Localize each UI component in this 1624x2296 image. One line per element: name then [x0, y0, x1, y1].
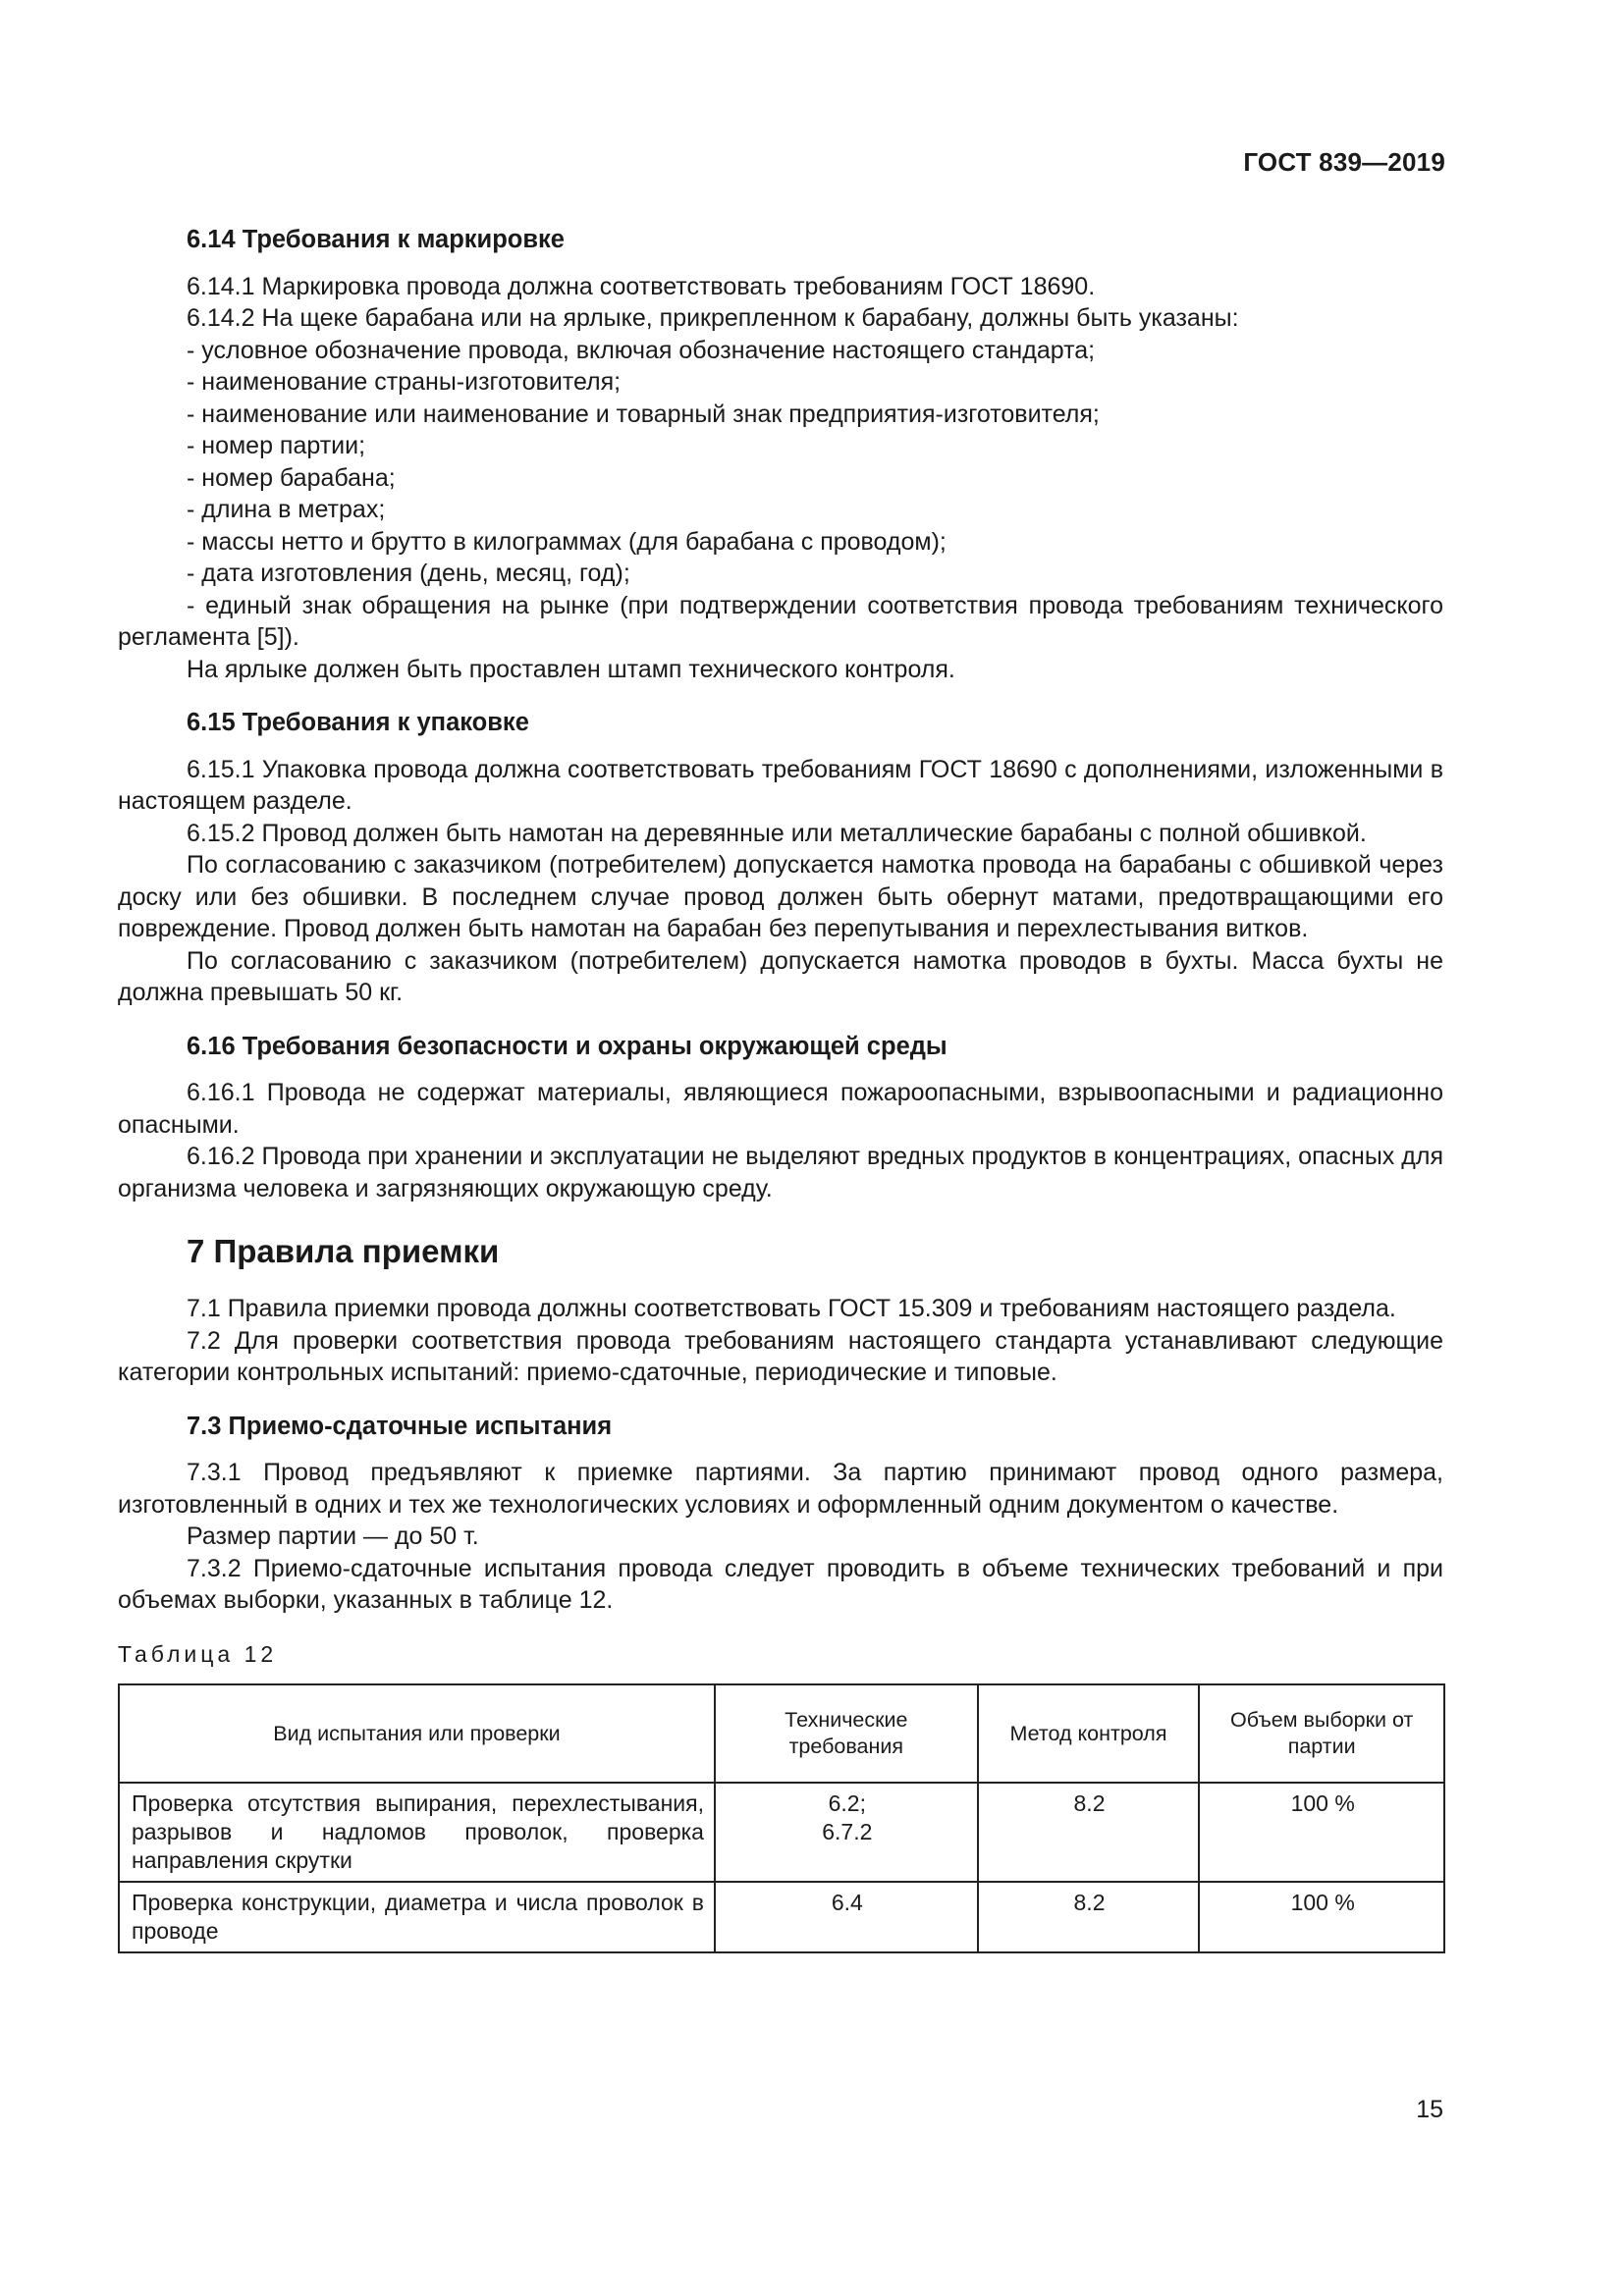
list-item: - наименование страны-изготовителя;	[187, 368, 622, 396]
table-header-row	[119, 1684, 1444, 1783]
paragraph-7-3-1: 7.3.1 Провод предъявляют к приемке партиями. За партию принимают провод одного размера, изготовленный в одних и тех же технологических условиях и оформленный одним документом о качестве.	[118, 1459, 1443, 1519]
paragraph-6-14-1: 6.14.1 Маркировка провода должна соответствовать требованиям ГОСТ 18690.	[187, 272, 1096, 300]
list-item: - дата изготовления (день, месяц, год);	[187, 560, 630, 587]
cell-sample: 100 %	[1199, 1882, 1444, 1952]
acceptance-tests-table	[118, 1683, 1445, 1953]
header-sample-size: Объем выборки от партии	[1199, 1684, 1444, 1783]
paragraph-7-1: 7.1 Правила приемки провода должны соответствовать ГОСТ 15.309 и требованиям настоящего раздела.	[187, 1295, 1396, 1322]
paragraph-7-3-2: 7.3.2 Приемо-сдаточные испытания провода следует проводить в объеме технических требований и при объемах выборки, указанных в таблице 12.	[118, 1554, 1443, 1614]
paragraph-batch-size: Размер партии — до 50 т.	[187, 1522, 479, 1550]
list-item: - номер барабана;	[187, 463, 396, 492]
document-body	[118, 224, 1443, 1953]
paragraph-7-2: 7.2 Для проверки соответствия провода требованиям настоящего стандарта устанавливают следующие категории контрольных испытаний: приемо-сдаточные, периодические и типовые.	[118, 1326, 1443, 1386]
paragraph-stamp: На ярлыке должен быть проставлен штамп технического контроля.	[187, 655, 955, 683]
table-row	[119, 1882, 1444, 1952]
paragraph-6-16-1: 6.16.1 Провода не содержат материалы, являющиеся пожароопасными, взрывоопасными и радиационно опасными.	[118, 1079, 1443, 1139]
list-item: - единый знак обращения на рынке (при подтверждении соответствия провода требованиям технического регламента [5]).	[118, 591, 1443, 651]
list-item: - наименование или наименование и товарный знак предприятия-изготовителя;	[187, 400, 1100, 428]
list-item: - длина в метрах;	[187, 496, 386, 523]
standard-number: ГОСТ 839—2019	[1243, 147, 1445, 177]
list-item: - условное обозначение провода, включая обозначение настоящего стандарта;	[187, 336, 1096, 364]
paragraph-agreement-coils: По согласованию с заказчиком (потребителем) допускается намотка проводов в бухты. Масса бухты не должна превышать 50 кг.	[118, 946, 1443, 1006]
cell-method: 8.2	[978, 1783, 1200, 1882]
cell-requirements: 6.2; 6.7.2	[715, 1783, 978, 1882]
table-caption: Таблица 12	[118, 1640, 278, 1667]
page-number: 15	[1416, 2096, 1443, 2123]
section-6-14-title: 6.14 Требования к маркировке	[187, 226, 565, 253]
cell-test: Проверка конструкции, диаметра и числа проволок в проводе	[119, 1882, 715, 1952]
paragraph-agreement-drums: По согласованию с заказчиком (потребителем) допускается намотка провода на барабаны с обшивкой через доску или без обшивки. В последнем случае провод должен быть обернут матами, предотвращающими его повреждение. Провод должен быть намотан на барабан без перепутывания и перехлестывания витков.	[118, 851, 1443, 942]
table-row	[119, 1783, 1444, 1882]
header-control-method: Метод контроля	[978, 1684, 1200, 1783]
header-test-type: Вид испытания или проверки	[119, 1684, 715, 1783]
paragraph-6-14-2: 6.14.2 На щеке барабана или на ярлыке, прикрепленном к барабану, должны быть указаны:	[187, 304, 1239, 332]
section-6-15-title: 6.15 Требования к упаковке	[187, 709, 529, 736]
cell-requirements: 6.4	[715, 1882, 978, 1952]
cell-test: Проверка отсутствия выпирания, перехлестывания, разрывов и надломов проволок, проверка направления скрутки	[119, 1783, 715, 1882]
paragraph-6-15-2: 6.15.2 Провод должен быть намотан на деревянные или металлические барабаны с полной обшивкой.	[187, 819, 1367, 847]
section-6-16-title: 6.16 Требования безопасности и охраны окружающей среды	[187, 1032, 947, 1060]
cell-method: 8.2	[978, 1882, 1200, 1952]
section-7-title: 7 Правила приемки	[187, 1233, 500, 1269]
paragraph-6-16-2: 6.16.2 Провода при хранении и эксплуатации не выделяют вредных продуктов в концентрациях, опасных для организма человека и загрязняющих окружающую среду.	[118, 1143, 1443, 1202]
section-7-3-title: 7.3 Приемо-сдаточные испытания	[187, 1412, 613, 1440]
list-item: - номер партии;	[187, 432, 366, 459]
list-item: - массы нетто и брутто в килограммах (для барабана с проводом);	[187, 527, 947, 556]
cell-sample: 100 %	[1199, 1783, 1444, 1882]
paragraph-6-15-1: 6.15.1 Упаковка провода должна соответствовать требованиям ГОСТ 18690 с дополнениями, изложенными в настоящем разделе.	[118, 755, 1443, 815]
header-requirements: Технические требования	[715, 1684, 978, 1783]
